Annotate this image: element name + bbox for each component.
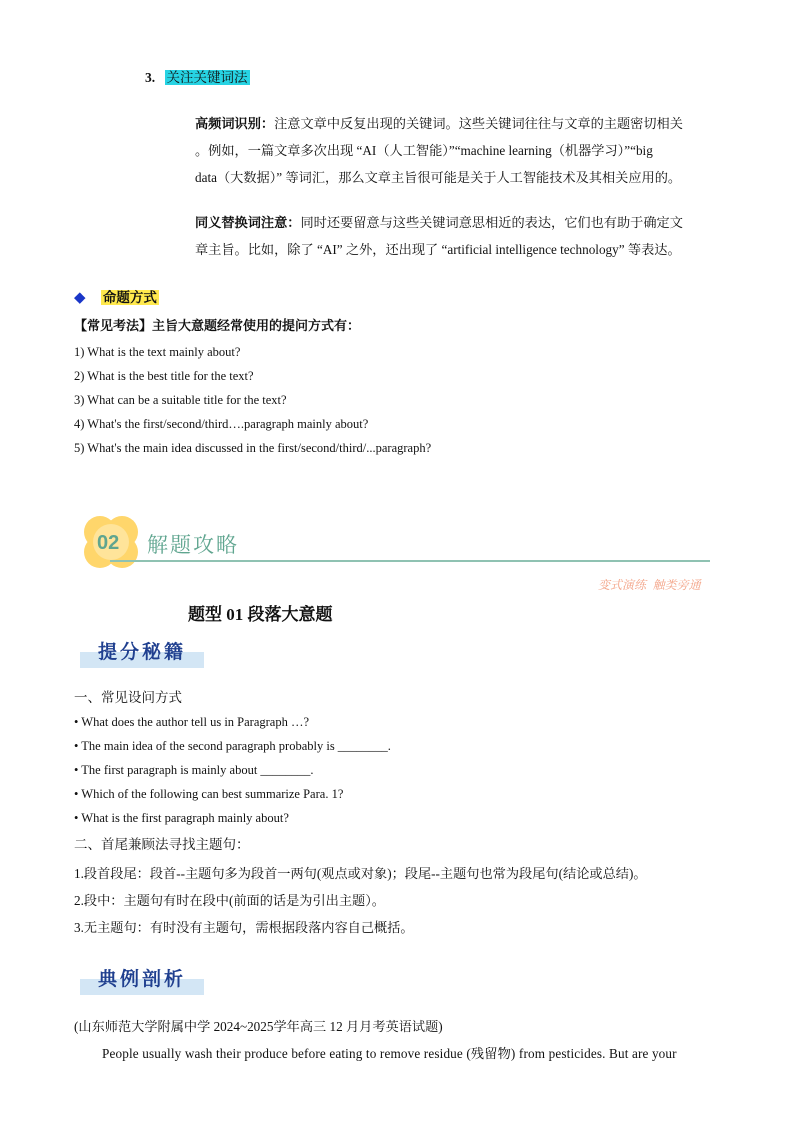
tifen-heading-1: 一、常见设问方式 [74, 690, 182, 705]
p1-line-1 [195, 110, 723, 137]
bullet-list [74, 710, 391, 830]
p2-label: 同义替换词注意： [195, 215, 301, 230]
tifen-badge-label: 提分秘籍 [98, 642, 187, 663]
tixing-title: 题型 01 段落大意题 [188, 605, 333, 624]
section3-title: 关注关键词法 [166, 70, 248, 85]
dianli-badge-label: 典例剖析 [98, 969, 187, 990]
rule-item: 2.段中：主题句有时在段中(前面的话是为引出主题）。 [74, 893, 385, 908]
section3-paragraph-1 [195, 110, 723, 191]
bullet-item [74, 782, 391, 806]
tifen-badge [80, 637, 204, 669]
dianli-passage: People usually wash their produce before eating to remove residue (残留物) from pesticides. But are your [102, 1046, 677, 1061]
rule-item: 3.无主题句：有时没有主题句，需根据段落内容自己概括。 [74, 920, 414, 935]
question-item: 4) What's the first/second/third….paragraph mainly about? [74, 417, 369, 431]
bullet-text: Which of the following can best summarize Para. 1? [81, 787, 344, 801]
question-item: 1) What is the text mainly about? [74, 345, 241, 359]
bullet-item [74, 734, 391, 758]
mingti-title: 命题方式 [102, 290, 157, 305]
section3-number: 3. [145, 70, 156, 85]
question-item: 2) What is the best title for the text? [74, 369, 254, 383]
tifen-heading-2: 二、首尾兼顾法寻找主题句： [74, 837, 250, 852]
banner-title: 解题攻略 [147, 534, 239, 557]
mingti-heading [74, 286, 159, 307]
p1-line-2: 。例如，一篇文章多次出现 “AI（人工智能）”“machine learning（机器学习）”“big [195, 143, 653, 158]
p1-line-3: data（大数据）” 等词汇，那么文章主旨很可能是关于人工智能技术及其相关应用的。 [195, 170, 682, 185]
bullet-dot: • [74, 739, 79, 753]
section-banner [80, 512, 720, 582]
bullet-dot: • [74, 763, 79, 777]
question-item: 3) What can be a suitable title for the text? [74, 393, 287, 407]
question-item: 5) What's the main idea discussed in the first/second/third/...paragraph? [74, 441, 432, 455]
bullet-item [74, 710, 391, 734]
banner-subtitle: 变式演练 触类旁通 [598, 578, 701, 592]
bullet-dot: • [74, 811, 79, 825]
dianli-badge [80, 964, 204, 996]
p2-text-1: 同时还要留意与这些关键词意思相近的表达，它们也有助于确定文 [300, 215, 683, 230]
banner-number: 02 [97, 532, 120, 554]
p2-line-2: 章主旨。比如，除了 “AI” 之外，还出现了 “artificial intelligence technology” 等表达。 [195, 242, 681, 257]
bullet-text: What does the author tell us in Paragraph …? [81, 715, 310, 729]
bullet-text: The first paragraph is mainly about ________. [81, 763, 314, 777]
rules-list [74, 860, 647, 941]
question-list [74, 340, 431, 460]
bullet-item [74, 758, 391, 782]
p1-text-1: 注意文章中反复出现的关键词。这些关键词往往与文章的主题密切相关 [274, 116, 683, 131]
banner-underline [110, 560, 710, 562]
bullet-text: What is the first paragraph mainly about? [81, 811, 289, 825]
section3-paragraph-2 [195, 209, 723, 263]
p1-label: 高频词识别： [195, 116, 275, 131]
diamond-icon: ◆ [74, 290, 86, 306]
bullet-dot: • [74, 715, 79, 729]
p2-line-1 [195, 209, 723, 236]
section3-heading [145, 66, 250, 86]
dianli-source: (山东师范大学附属中学 2024~2025学年高三 12 月月考英语试题) [74, 1019, 443, 1034]
bullet-item [74, 806, 391, 830]
bullet-dot: • [74, 787, 79, 801]
rule-item: 1.段首段尾：段首--主题句多为段首一两句(观点或对象)；段尾--主题句也常为段尾句(结论或总结)。 [74, 866, 647, 881]
mingti-intro: 【常见考法】主旨大意题经常使用的提问方式有： [74, 318, 361, 333]
bullet-text: The main idea of the second paragraph probably is ________. [81, 739, 391, 753]
